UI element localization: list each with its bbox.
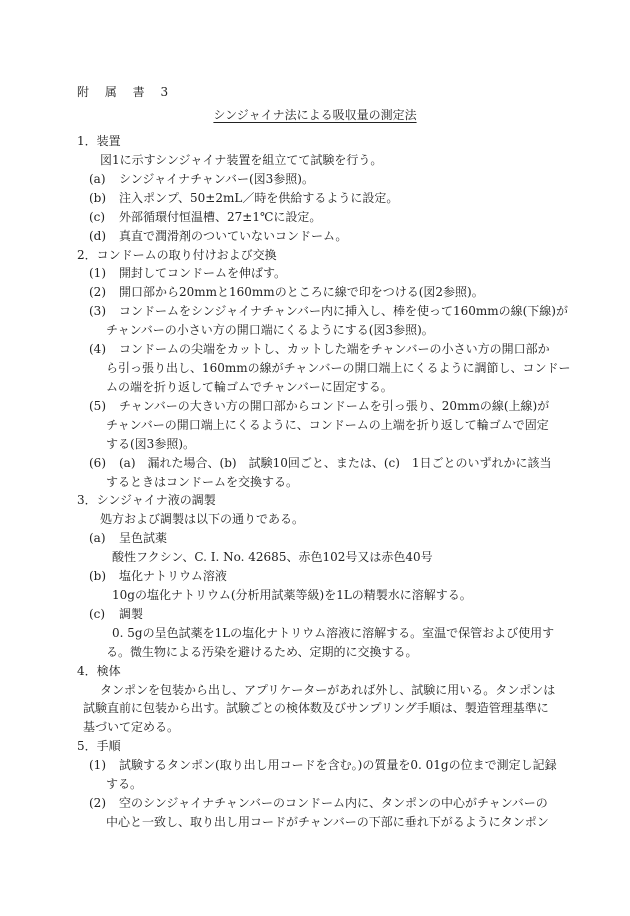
item-label: (a) xyxy=(89,531,106,545)
item-label: (6) xyxy=(89,456,106,470)
item-label: (3) xyxy=(89,304,106,318)
paragraph-line: 試験直前に包装から出す。試験ごとの検体数及びサンプリング手順は、製造管理基準に xyxy=(83,701,549,715)
item-title: 調製 xyxy=(119,607,144,621)
section-heading-2: 2．コンドームの取り付けおよび交換 xyxy=(77,248,277,262)
item-label: (1) xyxy=(89,266,106,280)
item-text: 注入ポンプ、50±2mL／時を供給するように設定。 xyxy=(119,191,399,205)
item-text: チャンバーの大きい方の開口部からコンドームを引っ張り、20mmの線(上線)が xyxy=(119,399,550,413)
item-text: 10gの塩化ナトリウム(分析用試薬等級)を1Lの精製水に溶解する。 xyxy=(112,588,472,602)
section-heading-4: 4．検体 xyxy=(77,664,121,678)
section-heading-3: 3．シンジャイナ液の調製 xyxy=(77,493,216,507)
item-label: (2) xyxy=(89,285,106,299)
paragraph-line: タンポンを包装から出し、アプリケーターがあれば外し、試験に用いる。タンポンは xyxy=(100,683,556,697)
item-label: (2) xyxy=(89,796,106,810)
annex-label: 附 属 書 3 xyxy=(77,85,175,99)
section-heading-5: 5．手順 xyxy=(77,739,121,753)
page-title-text: シンジャイナ法による吸収量の測定法 xyxy=(213,108,417,122)
item-title: 塩化ナトリウム溶液 xyxy=(119,569,227,583)
item-text: 外部循環付恒温槽、27±1℃に設定。 xyxy=(119,210,322,224)
item-text: する(図3参照)。 xyxy=(106,437,195,451)
section-1-intro: 図1に示すシンジャイナ装置を組立てて試験を行う。 xyxy=(100,153,383,167)
item-text: する。 xyxy=(106,777,143,791)
item-label: (a) xyxy=(89,172,106,186)
item-text: 0. 5gの呈色試薬を1Lの塩化ナトリウム溶液に溶解する。室温で保管および使用す xyxy=(112,626,555,640)
item-text: 空のシンジャイナチャンバーのコンドーム内に、タンポンの中心がチャンバーの xyxy=(119,796,548,810)
item-text: ら引っ張り出し、160mmの線がチャンバーの開口端上にくるように調節し、コンドー xyxy=(106,361,571,375)
item-text: 真直で潤滑剤のついていないコンドーム。 xyxy=(119,229,348,243)
item-text: (a) 漏れた場合、(b) 試験10回ごと、または、(c) 1日ごとのいずれかに該当 xyxy=(119,456,552,470)
item-text: するときはコンドームを交換する。 xyxy=(106,475,299,489)
item-text: チャンバーの小さい方の開口端にくるようにする(図3参照)。 xyxy=(106,323,434,337)
item-text: る。微生物による汚染を避けるため、定期的に交換する。 xyxy=(106,645,418,659)
section-heading-1: 1．装置 xyxy=(77,134,121,148)
section-3-intro: 処方および調製は以下の通りである。 xyxy=(100,512,305,526)
item-text: 酸性フクシン、C. I. No. 42685、赤色102号又は赤色40号 xyxy=(112,550,433,564)
item-text: シンジャイナチャンバー(図3参照)。 xyxy=(119,172,314,186)
paragraph-line: 基づいて定める。 xyxy=(83,720,180,734)
item-text: 試験するタンポン(取り出し用コードを含む。)の質量を0. 01gの位まで測定し記録 xyxy=(119,758,557,772)
item-text: 開封してコンドームを伸ばす。 xyxy=(119,266,287,280)
item-text: 中心と一致し、取り出し用コードがチャンバーの下部に垂れ下がるようにタンポン xyxy=(106,815,549,829)
item-text: コンドームをシンジャイナチャンバー内に挿入し、棒を使って160mmの線(下線)が xyxy=(119,304,568,318)
item-text: コンドームの尖端をカットし、カットした端をチャンバーの小さい方の開口部か xyxy=(119,342,550,356)
item-title: 呈色試薬 xyxy=(119,531,168,545)
item-label: (1) xyxy=(89,758,106,772)
item-label: (c) xyxy=(89,607,106,621)
page-title xyxy=(0,106,630,124)
item-text: チャンバーの開口端上にくるように、コンドームの上端を折り返して輪ゴムで固定 xyxy=(106,418,549,432)
item-label: (c) xyxy=(89,210,106,224)
item-text: 開口部から20mmと160mmのところに線で印をつける(図2参照)。 xyxy=(119,285,484,299)
item-label: (d) xyxy=(89,229,107,243)
item-label: (b) xyxy=(89,569,107,583)
item-text: ムの端を折り返して輪ゴムでチャンバーに固定する。 xyxy=(106,380,393,394)
item-label: (5) xyxy=(89,399,106,413)
item-label: (4) xyxy=(89,342,106,356)
item-label: (b) xyxy=(89,191,107,205)
